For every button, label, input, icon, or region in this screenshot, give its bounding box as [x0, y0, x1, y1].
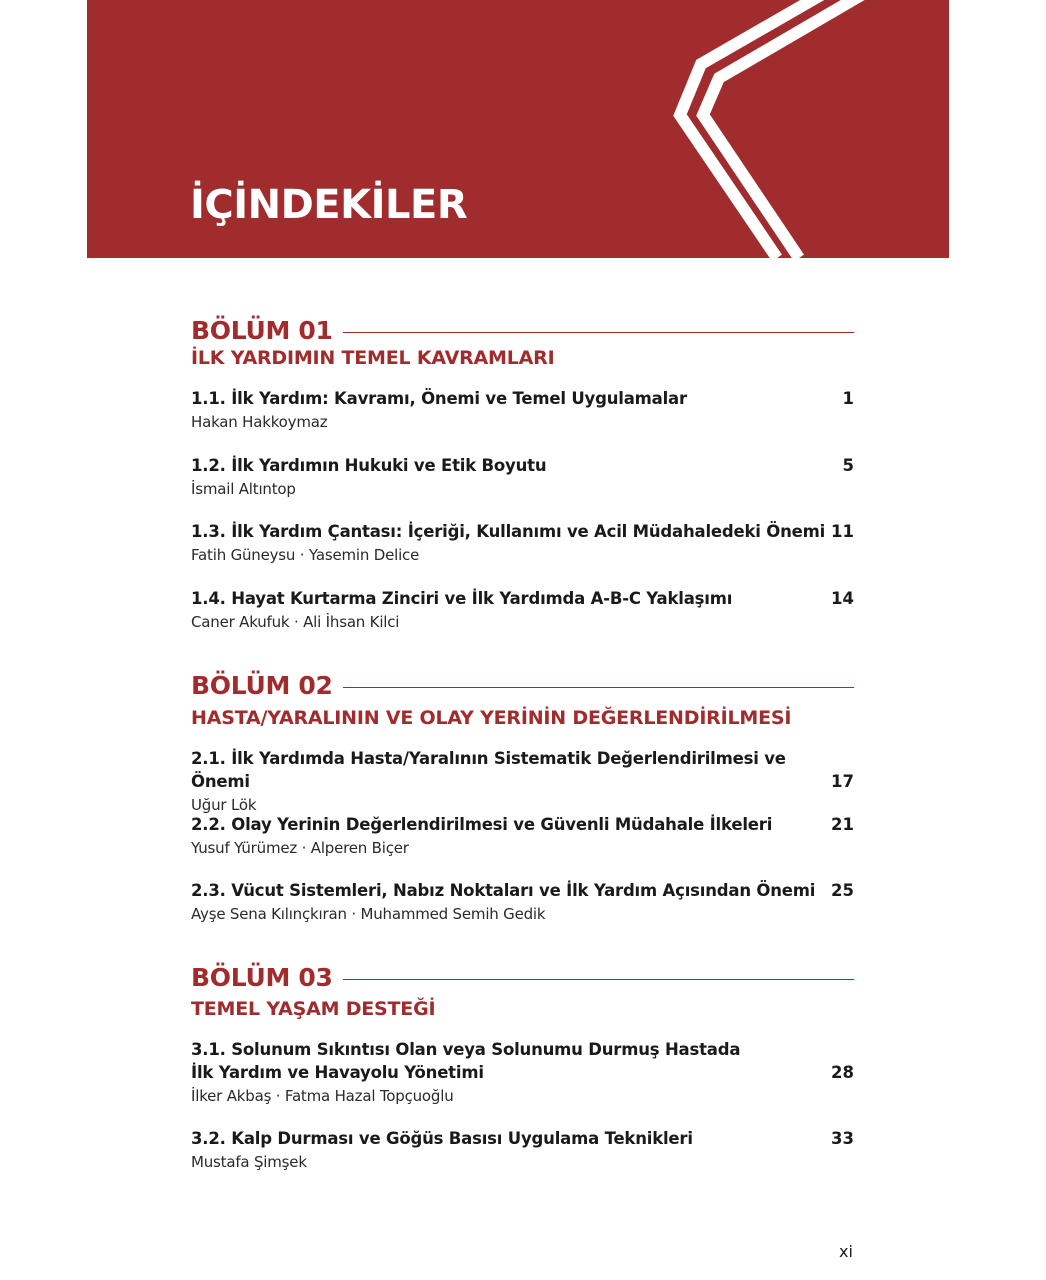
- toc-entry[interactable]: [191, 520, 854, 566]
- entry-title[interactable]: 2.3. Vücut Sistemleri, Nabız Noktaları ve İlk Yardım Açısından Önemi: [191, 881, 816, 900]
- toc-entry[interactable]: [191, 813, 854, 859]
- entry-title[interactable]: 3.1. Solunum Sıkıntısı Olan veya Solunumu Durmuş Hastada İlk Yardım ve Havayolu Yönetimi: [191, 1040, 741, 1082]
- entry-page-number: 28: [831, 1063, 854, 1082]
- chapter-label: BÖLÜM 01: [191, 315, 333, 345]
- chapter-divider: [343, 979, 854, 980]
- entry-page-number: 33: [831, 1129, 854, 1148]
- entry-page-number: 1: [842, 389, 854, 408]
- entry-authors: Yusuf Yürümez · Alperen Biçer: [191, 839, 409, 857]
- entry-page-number: 11: [831, 522, 854, 541]
- chapter-label: BÖLÜM 02: [191, 670, 333, 700]
- entry-title[interactable]: 1.1. İlk Yardım: Kavramı, Önemi ve Temel Uygulamalar: [191, 389, 687, 408]
- entry-title[interactable]: 1.4. Hayat Kurtarma Zinciri ve İlk Yardımda A-B-C Yaklaşımı: [191, 589, 733, 608]
- entry-authors: Fatih Güneysu · Yasemin Delice: [191, 546, 420, 564]
- chapter-01: [191, 315, 854, 631]
- entry-title[interactable]: 1.2. İlk Yardımın Hukuki ve Etik Boyutu: [191, 456, 547, 475]
- entry-title[interactable]: 3.2. Kalp Durması ve Göğüs Basısı Uygulama Teknikleri: [191, 1129, 693, 1148]
- toc-entry[interactable]: [191, 387, 854, 433]
- entry-title[interactable]: 2.1. İlk Yardımda Hasta/Yaralının Sistematik Değerlendirilmesi ve Önemi: [191, 749, 786, 791]
- toc-entry[interactable]: [191, 747, 854, 816]
- toc-entry[interactable]: [191, 879, 854, 925]
- chapter-title: TEMEL YAŞAM DESTEĞİ: [191, 998, 436, 1020]
- entry-authors: İsmail Altıntop: [191, 480, 296, 498]
- entry-page-number: 21: [831, 815, 854, 834]
- entry-page-number: 14: [831, 589, 854, 608]
- entry-authors: Mustafa Şimşek: [191, 1153, 307, 1171]
- entry-title[interactable]: 1.3. İlk Yardım Çantası: İçeriği, Kullanımı ve Acil Müdahaledeki Önemi: [191, 522, 826, 541]
- entry-page-number: 17: [831, 772, 854, 791]
- entry-authors: Uğur Lök: [191, 796, 257, 814]
- entry-title[interactable]: 2.2. Olay Yerinin Değerlendirilmesi ve Güvenli Müdahale İlkeleri: [191, 815, 773, 834]
- page-number: xi: [839, 1242, 853, 1261]
- entry-authors: Hakan Hakkoymaz: [191, 413, 328, 431]
- toc-entry[interactable]: [191, 1038, 854, 1107]
- entry-authors: İlker Akbaş · Fatma Hazal Topçuoğlu: [191, 1087, 454, 1105]
- page-title: İÇİNDEKİLER: [190, 182, 468, 228]
- entry-page-number: 5: [842, 456, 854, 475]
- chapter-title: İLK YARDIMIN TEMEL KAVRAMLARI: [191, 347, 555, 369]
- chapter-divider: [343, 687, 854, 688]
- toc-entry[interactable]: [191, 454, 854, 500]
- entry-page-number: 25: [831, 881, 854, 900]
- chapter-03: [191, 962, 854, 1171]
- toc-entry[interactable]: [191, 587, 854, 633]
- chapter-02: [191, 670, 854, 923]
- entry-authors: Ayşe Sena Kılınçkıran · Muhammed Semih Gedik: [191, 905, 546, 923]
- header-band: [87, 0, 949, 258]
- entry-authors: Caner Akufuk · Ali İhsan Kilci: [191, 613, 400, 631]
- chapter-divider: [343, 332, 854, 333]
- chapter-title: HASTA/YARALININ VE OLAY YERİNİN DEĞERLENDİRİLMESİ: [191, 707, 792, 729]
- toc-entry[interactable]: [191, 1127, 854, 1173]
- chapter-label: BÖLÜM 03: [191, 962, 333, 992]
